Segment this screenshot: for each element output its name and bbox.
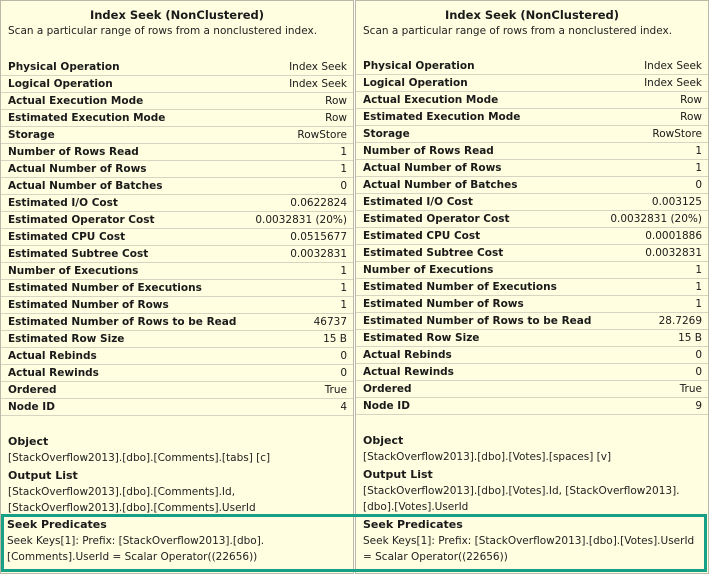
seek-predicates-value: Seek Keys[1]: Prefix: [StackOverflow2013].[dbo].[Votes].UserId = Scalar Operator((22656)) [363,535,695,563]
seek-predicates-value: Seek Keys[1]: Prefix: [StackOverflow2013].[dbo].[Comments].UserId = Scalar Operator((22656)) [7,535,265,563]
property-row [1,365,353,382]
property-row [356,126,708,143]
property-name: Actual Execution Mode [8,95,144,107]
property-name: Estimated Operator Cost [363,213,510,225]
property-row [1,178,353,195]
property-value: 0.003125 [651,196,702,208]
property-row [356,296,708,313]
property-row [356,313,708,330]
property-value: 1 [695,145,702,157]
property-name: Estimated Execution Mode [8,112,166,124]
property-name: Estimated I/O Cost [363,196,473,208]
property-row [1,110,353,127]
property-value: 15 B [678,332,702,344]
seek-predicates-title: Seek Predicates [363,518,463,531]
property-row [356,245,708,262]
property-name: Estimated Subtree Cost [363,247,504,259]
property-value: 1 [695,162,702,174]
property-name: Actual Execution Mode [363,94,499,106]
property-name: Estimated Row Size [8,333,125,345]
output-list-section [363,467,704,515]
property-value: 0 [695,179,702,191]
property-value: 0.0032831 (20%) [255,214,347,226]
property-name: Number of Rows Read [363,145,494,157]
property-value: Row [325,112,347,124]
property-row [356,398,708,415]
property-row [1,212,353,229]
property-row [1,127,353,144]
property-name: Estimated Operator Cost [8,214,155,226]
property-name: Logical Operation [363,77,468,89]
properties-table [1,59,353,416]
property-value: 1 [340,265,347,277]
property-row [1,263,353,280]
property-value: 0 [340,350,347,362]
property-name: Estimated Execution Mode [363,111,521,123]
property-value: 0 [695,349,702,361]
object-value: [StackOverflow2013].[dbo].[Votes].[spaces] [v] [363,451,612,463]
property-value: 0.0032831 (20%) [610,213,702,225]
property-value: RowStore [297,129,347,141]
property-value: 1 [695,264,702,276]
property-row [1,161,353,178]
property-value: 46737 [313,316,347,328]
object-section [8,434,349,466]
property-row [356,58,708,75]
property-value: RowStore [652,128,702,140]
property-value: Row [680,94,702,106]
property-row [1,348,353,365]
property-name: Actual Number of Rows [8,163,147,175]
property-row [356,381,708,398]
property-name: Number of Rows Read [8,146,139,158]
property-name: Estimated I/O Cost [8,197,118,209]
property-name: Number of Executions [363,264,494,276]
property-row [356,109,708,126]
property-name: Ordered [8,384,57,396]
property-name: Estimated Subtree Cost [8,248,149,260]
property-value: 0.0622824 [290,197,347,209]
property-value: Row [325,95,347,107]
property-name: Node ID [8,401,55,413]
property-value: 0 [340,180,347,192]
property-row [356,279,708,296]
property-row [356,194,708,211]
property-name: Logical Operation [8,78,113,90]
property-row [1,195,353,212]
property-value: True [324,384,347,396]
property-name: Estimated Number of Executions [363,281,557,293]
property-name: Actual Rewinds [363,366,454,378]
operator-title: Index Seek (NonClustered) [444,8,620,22]
property-row [356,347,708,364]
property-value: 1 [340,282,347,294]
property-name: Actual Rebinds [363,349,452,361]
property-value: 1 [340,299,347,311]
property-name: Estimated CPU Cost [8,231,126,243]
property-name: Estimated CPU Cost [363,230,481,242]
seek-predicates-right [363,517,703,569]
property-name: Node ID [363,400,410,412]
property-value: 0 [695,366,702,378]
tooltip-panel-right [355,0,709,574]
property-name: Estimated Number of Rows [8,299,169,311]
property-row [356,330,708,347]
property-row [1,246,353,263]
property-row [1,76,353,93]
property-name: Ordered [363,383,412,395]
object-section [363,433,704,465]
property-row [1,399,353,416]
output-list-value: [StackOverflow2013].[dbo].[Votes].Id, [StackOverflow2013].[dbo].[Votes].UserId [363,485,680,513]
property-value: 28.7269 [658,315,702,327]
property-row [1,331,353,348]
property-name: Physical Operation [363,60,475,72]
output-list-section [8,468,349,516]
output-list-value: [StackOverflow2013].[dbo].[Comments].Id, [StackOverflow2013].[dbo].[Comments].UserId [8,486,256,514]
property-row [356,160,708,177]
property-value: 1 [340,163,347,175]
operator-description: Scan a particular range of rows from a nonclustered index. [363,25,673,37]
operator-description: Scan a particular range of rows from a nonclustered index. [8,25,318,37]
property-row [1,144,353,161]
output-list-title: Output List [8,469,78,482]
property-value: Index Seek [289,78,347,90]
property-row [1,314,353,331]
property-value: 0.0032831 [290,248,347,260]
property-row [356,92,708,109]
property-name: Actual Number of Rows [363,162,502,174]
property-name: Estimated Number of Executions [8,282,202,294]
property-value: 1 [695,298,702,310]
property-name: Estimated Number of Rows to be Read [363,315,592,327]
properties-table [356,58,708,415]
property-row [1,93,353,110]
property-name: Number of Executions [8,265,139,277]
property-name: Physical Operation [8,61,120,73]
operator-title: Index Seek (NonClustered) [89,8,265,22]
property-row [1,229,353,246]
property-value: 0 [340,367,347,379]
object-value: [StackOverflow2013].[dbo].[Comments].[tabs] [c] [8,452,271,464]
property-value: Index Seek [644,77,702,89]
tooltip-panel-left [0,0,354,574]
property-value: Index Seek [644,60,702,72]
property-value: 0.0515677 [290,231,347,243]
property-name: Actual Rebinds [8,350,97,362]
property-name: Actual Number of Batches [8,180,163,192]
property-row [1,382,353,399]
property-row [356,211,708,228]
property-value: Row [680,111,702,123]
property-row [1,297,353,314]
property-name: Estimated Number of Rows [363,298,524,310]
property-value: 1 [695,281,702,293]
property-name: Estimated Number of Rows to be Read [8,316,237,328]
property-name: Storage [8,129,55,141]
output-list-title: Output List [363,468,433,481]
property-row [356,143,708,160]
property-row [1,59,353,76]
property-value: 0.0032831 [645,247,702,259]
property-row [356,75,708,92]
object-title: Object [8,435,49,448]
property-value: 0.0001886 [645,230,702,242]
property-row [356,364,708,381]
property-row [356,177,708,194]
property-value: 1 [340,146,347,158]
property-name: Storage [363,128,410,140]
object-title: Object [363,434,404,447]
property-row [356,262,708,279]
property-value: 15 B [323,333,347,345]
property-row [1,280,353,297]
seek-predicates-title: Seek Predicates [7,518,107,531]
property-name: Estimated Row Size [363,332,480,344]
property-value: Index Seek [289,61,347,73]
property-name: Actual Number of Batches [363,179,518,191]
property-row [356,228,708,245]
seek-predicates-left [7,517,347,569]
property-value: 4 [340,401,347,413]
property-name: Actual Rewinds [8,367,99,379]
property-value: True [679,383,702,395]
property-value: 9 [695,400,702,412]
